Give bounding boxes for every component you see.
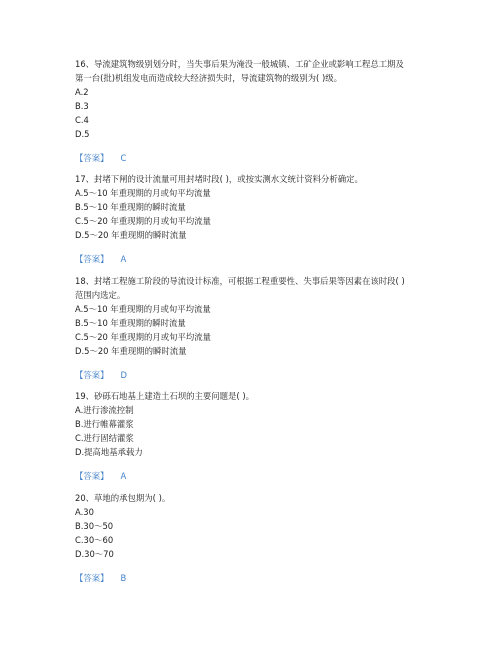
option-c: C.4 xyxy=(75,115,89,125)
option-d: D.5 xyxy=(75,129,90,139)
answer-label: 【答案】 xyxy=(75,370,109,380)
question-20 xyxy=(75,491,430,585)
option-c: C.5～20 年重现期的月或旬平均流量 xyxy=(75,216,212,226)
answer-line xyxy=(75,252,430,266)
answer-line xyxy=(75,469,430,483)
question-stem-line: 19、砂砾石地基上建造土石坝的主要问题是( )。 xyxy=(75,391,254,401)
option-b: B.5～10 年重现期的瞬时流量 xyxy=(75,202,186,212)
option-b: B.5～10 年重现期的瞬时流量 xyxy=(75,318,186,328)
answer-value: A xyxy=(120,254,127,264)
option-a: A.5～10 年重现期的月或旬平均流量 xyxy=(75,304,211,314)
question-16 xyxy=(75,57,430,165)
option-b: B.30～50 xyxy=(75,521,114,531)
option-d: D.5～20 年重现期的瞬时流量 xyxy=(75,230,187,240)
option-a: A.30 xyxy=(75,507,94,517)
option-a: A.进行渗流控制 xyxy=(75,405,134,415)
answer-value: D xyxy=(120,370,127,380)
option-c: C.5～20 年重现期的月或旬平均流量 xyxy=(75,332,212,342)
option-d: D.提高地基承载力 xyxy=(75,447,143,457)
option-a: A.5～10 年重现期的月或旬平均流量 xyxy=(75,188,211,198)
answer-label: 【答案】 xyxy=(75,573,109,583)
option-d: D.30～70 xyxy=(75,549,114,559)
option-b: B.3 xyxy=(75,101,89,111)
question-stem-line: 第一台(批)机组发电而造成较大经济损失时，导流建筑物的级别为( )级。 xyxy=(75,73,342,83)
option-c: C.30～60 xyxy=(75,535,114,545)
option-b: B.进行帷幕灌浆 xyxy=(75,419,134,429)
question-17 xyxy=(75,172,430,266)
question-stem-line: 20、草地的承包期为( )。 xyxy=(75,493,171,503)
answer-line xyxy=(75,368,430,382)
question-stem-line: 范围内选定。 xyxy=(75,290,126,300)
answer-value: B xyxy=(120,573,127,583)
option-d: D.5～20 年重现期的瞬时流量 xyxy=(75,346,187,356)
answer-label: 【答案】 xyxy=(75,471,109,481)
answer-label: 【答案】 xyxy=(75,153,109,163)
question-19 xyxy=(75,389,430,483)
option-a: A.2 xyxy=(75,87,89,97)
question-stem-line: 18、封堵工程施工阶段的导流设计标准，可根据工程重要性、失事后果等因素在该时段( ) xyxy=(75,276,405,286)
answer-label: 【答案】 xyxy=(75,254,109,264)
question-18 xyxy=(75,274,430,382)
option-c: C.进行固结灌浆 xyxy=(75,433,134,443)
answer-value: A xyxy=(120,471,127,481)
answer-line xyxy=(75,151,430,165)
answer-value: C xyxy=(120,153,127,163)
question-stem-line: 17、封堵下闸的设计流量可用封堵时段( )，或按实测水文统计资料分析确定。 xyxy=(75,174,363,184)
question-stem-line: 16、导流建筑物级别划分时，当失事后果为淹没一般城镇、工矿企业或影响工程总工期及 xyxy=(75,59,404,69)
answer-line xyxy=(75,571,430,585)
